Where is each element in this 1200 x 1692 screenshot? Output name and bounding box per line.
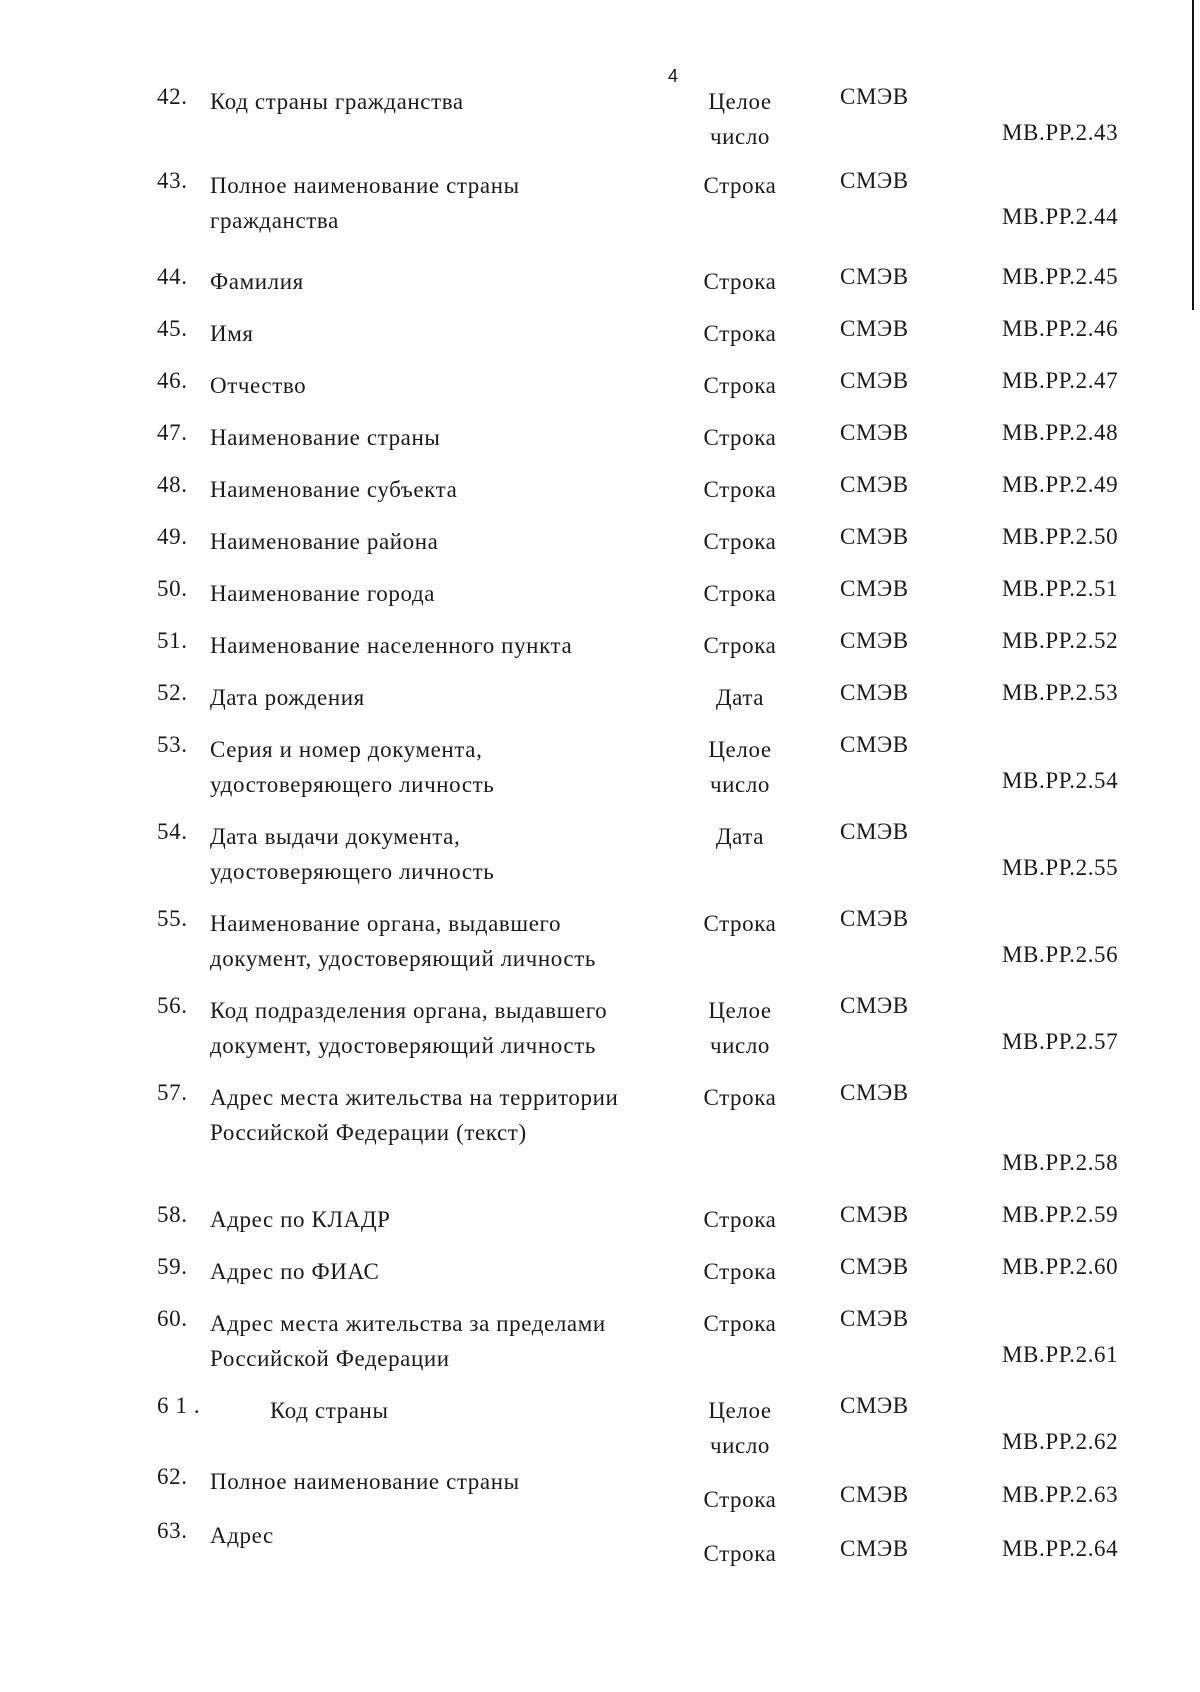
field-code: МВ.РР.2.53 [1002, 680, 1119, 705]
field-source: СМЭВ [840, 524, 909, 549]
field-type: Строка [703, 269, 777, 294]
field-code: МВ.РР.2.54 [1002, 768, 1119, 793]
field-name: Наименование субъекта [210, 477, 458, 502]
field-type: Строка [703, 1311, 777, 1336]
row-number: 59. [157, 1254, 188, 1279]
field-source: СМЭВ [840, 1080, 909, 1105]
field-code: МВ.РР.2.51 [1002, 576, 1119, 601]
row-number: 60. [157, 1306, 188, 1331]
field-name: Наименование района [210, 529, 439, 554]
field-source: СМЭВ [840, 1306, 909, 1331]
field-code: МВ.РР.2.59 [1002, 1202, 1119, 1227]
field-source: СМЭВ [840, 472, 909, 497]
field-type: Строка [703, 477, 777, 502]
field-name: Серия и номер документа, удостоверяющего личность [210, 737, 495, 797]
field-name: Наименование города [210, 581, 436, 606]
row-number: 43. [157, 168, 188, 193]
field-name: Полное наименование страны гражданства [210, 173, 520, 233]
field-name: Адрес по КЛАДР [210, 1207, 391, 1232]
row-number: 63. [157, 1518, 188, 1543]
field-code: МВ.РР.2.60 [1002, 1254, 1119, 1279]
field-source: СМЭВ [840, 264, 909, 289]
field-source: СМЭВ [840, 316, 909, 341]
field-code: МВ.РР.2.47 [1002, 368, 1119, 393]
row-number: 49. [157, 524, 188, 549]
field-type: Строка [703, 1085, 777, 1110]
row-number: 62. [157, 1464, 188, 1489]
field-name: Имя [210, 321, 254, 346]
field-type: Дата [715, 685, 765, 710]
row-number: 47. [157, 420, 188, 445]
field-source: СМЭВ [840, 420, 909, 445]
row-number: 52. [157, 680, 188, 705]
field-name: Адрес по ФИАС [210, 1259, 380, 1284]
field-code: МВ.РР.2.48 [1002, 420, 1119, 445]
field-code: МВ.РР.2.50 [1002, 524, 1119, 549]
field-source: СМЭВ [840, 819, 909, 844]
field-name: Код подразделения органа, выдавшего документ, удостоверяющий личность [210, 998, 608, 1058]
field-type: Строка [703, 321, 777, 346]
field-type: Целое число [708, 89, 772, 149]
field-type: Строка [703, 581, 777, 606]
field-source: СМЭВ [840, 168, 909, 193]
scan-edge-line [1192, 0, 1194, 310]
row-number: 42. [157, 84, 188, 109]
field-source: СМЭВ [840, 1202, 909, 1227]
field-code: МВ.РР.2.57 [1002, 1029, 1119, 1054]
field-code: МВ.РР.2.49 [1002, 472, 1119, 497]
row-number: 51. [157, 628, 188, 653]
field-source: СМЭВ [840, 84, 909, 109]
field-name: Дата рождения [210, 685, 365, 710]
field-name: Фамилия [210, 269, 304, 294]
field-source: СМЭВ [840, 1536, 909, 1561]
field-type: Строка [703, 173, 777, 198]
field-code: МВ.РР.2.45 [1002, 264, 1119, 289]
field-code: МВ.РР.2.58 [1002, 1150, 1119, 1175]
field-type: Строка [703, 1207, 777, 1232]
field-code: МВ.РР.2.63 [1002, 1482, 1119, 1507]
field-name: Полное наименование страны [210, 1469, 520, 1494]
row-number: 44. [157, 264, 188, 289]
field-type: Строка [703, 425, 777, 450]
field-name: Наименование населенного пункта [210, 633, 573, 658]
field-code: МВ.РР.2.46 [1002, 316, 1119, 341]
field-source: СМЭВ [840, 993, 909, 1018]
field-type: Строка [703, 1259, 777, 1284]
field-source: СМЭВ [840, 680, 909, 705]
page-number: 4 [668, 66, 679, 86]
field-type: Дата [715, 824, 765, 849]
field-type: Строка [703, 911, 777, 936]
field-name: Код страны [270, 1398, 389, 1423]
field-name: Адрес места жительства на территории Российской Федерации (текст) [210, 1085, 619, 1145]
row-number: 57. [157, 1080, 188, 1105]
field-code: МВ.РР.2.43 [1002, 120, 1119, 145]
field-type: Строка [703, 1541, 777, 1566]
row-number: 46. [157, 368, 188, 393]
field-type: Строка [703, 1487, 777, 1512]
field-type: Строка [703, 529, 777, 554]
field-source: СМЭВ [840, 1482, 909, 1507]
field-code: МВ.РР.2.52 [1002, 628, 1119, 653]
field-code: МВ.РР.2.62 [1002, 1429, 1119, 1454]
row-number: 45. [157, 316, 188, 341]
field-code: МВ.РР.2.64 [1002, 1536, 1119, 1561]
field-code: МВ.РР.2.61 [1002, 1342, 1119, 1367]
field-name: Отчество [210, 373, 307, 398]
field-source: СМЭВ [840, 368, 909, 393]
row-number: 54. [157, 819, 188, 844]
field-source: СМЭВ [840, 1254, 909, 1279]
row-number: 48. [157, 472, 188, 497]
row-number: 55. [157, 906, 188, 931]
field-type: Строка [703, 373, 777, 398]
field-source: СМЭВ [840, 1393, 909, 1418]
field-source: СМЭВ [840, 628, 909, 653]
field-name: Наименование органа, выдавшего документ, удостоверяющий личность [210, 911, 596, 971]
field-type: Строка [703, 633, 777, 658]
row-number: 50. [157, 576, 188, 601]
field-name: Дата выдачи документа, удостоверяющего личность [210, 824, 495, 884]
field-source: СМЭВ [840, 732, 909, 757]
field-code: МВ.РР.2.56 [1002, 942, 1119, 967]
row-number: 56. [157, 993, 188, 1018]
row-number: 6 1 . [157, 1393, 201, 1418]
field-name: Адрес [210, 1523, 274, 1548]
field-name: Код страны гражданства [210, 89, 464, 114]
field-type: Целое число [708, 998, 772, 1058]
field-source: СМЭВ [840, 576, 909, 601]
row-number: 53. [157, 732, 188, 757]
field-code: МВ.РР.2.55 [1002, 855, 1119, 880]
field-name: Наименование страны [210, 425, 441, 450]
row-number: 58. [157, 1202, 188, 1227]
field-code: МВ.РР.2.44 [1002, 204, 1119, 229]
field-type: Целое число [708, 1398, 772, 1458]
field-source: СМЭВ [840, 906, 909, 931]
field-type: Целое число [708, 737, 772, 797]
field-name: Адрес места жительства за пределами Российской Федерации [210, 1311, 606, 1371]
